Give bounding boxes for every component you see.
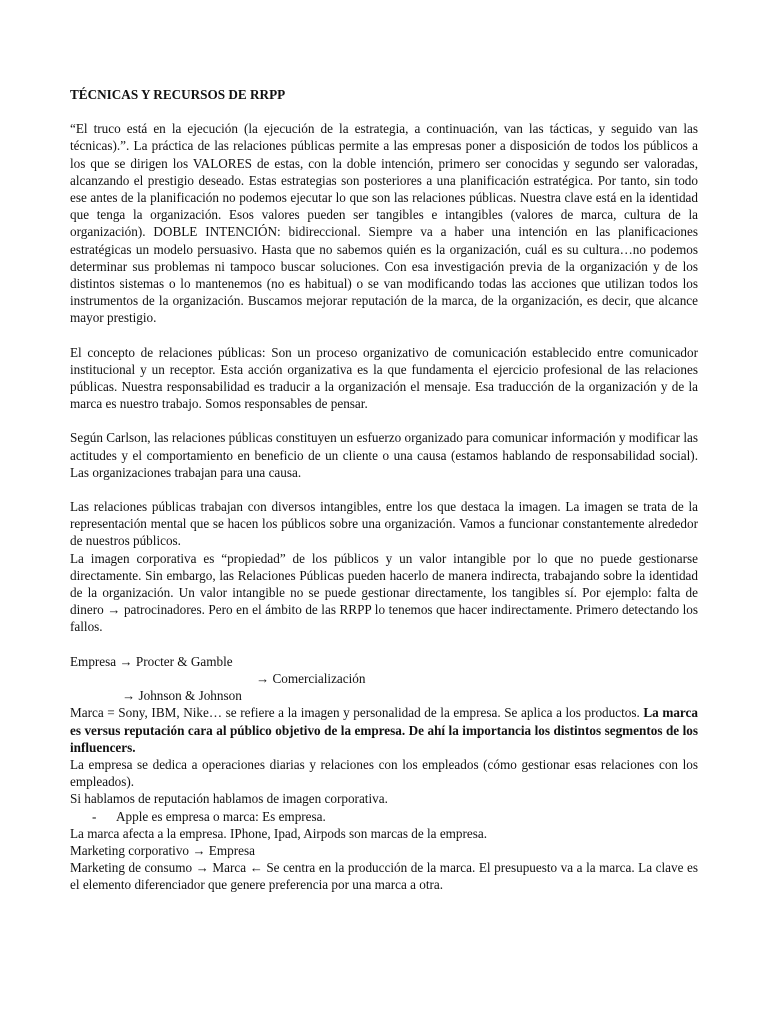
paragraph-marketing-corporativo: Marketing corporativo → Empresa (70, 842, 255, 858)
list-item-text: Apple es empresa o marca: Es empresa. (116, 808, 326, 824)
paragraph-truco: “El truco está en la ejecución (la ejecución de la estrategia, a continuación, van las tácticas, y seguido van las técnicas).”. La práctica de las relaciones públicas permite a las empresas poner a disposición de todos los públicos a los que se dirigen los VALORES de estas, con la doble intención, primero ser conocidas y segundo ser valoradas, alcanzando el prestigio deseado. Estas estrategias son posteriores a una planificación estratégica. Por tanto, sin todo ese antes de la planificación no podemos ejecutar lo que son las relaciones públicas. Nuestra clave está en la identidad que tenga la organización. Esos valores pueden ser tangibles e intangibles (valores de marca, cultura de la organización). DOBLE INTENCIÓN: bidireccional. Siempre va a haber una intención en las planificaciones estratégicas un modelo persuasivo. Hasta que no sabemos quién es la organización, cuál es su cultura…no podemos determinar sus problemas ni tampoco buscar soluciones. Con esa investigación previa de la organización y de los distintos sistemas o lo mantenemos (no es habitual) o se van modificando todas las acciones que utilizan todos los instrumentos de la organización. Buscamos mejorar reputación de la marca, de la organización, es decir, que alcance mayor prestigio. (70, 121, 698, 326)
company-diagram (70, 653, 698, 705)
paragraph-carlson: Según Carlson, las relaciones públicas constituyen un esfuerzo organizado para comunicar información y modificar las actitudes y el comportamiento en beneficio de un cliente o una causa (estamos hablando de responsabilidad social). Las organizaciones trabajan para una causa. (70, 430, 698, 480)
paragraph-reputacion: Si hablamos de reputación hablamos de imagen corporativa. (70, 791, 388, 807)
list-dash: - (92, 808, 97, 824)
paragraph-empresa-operaciones: La empresa se dedica a operaciones diarias y relaciones con los empleados (cómo gestionar esas relaciones con los empleados). (70, 756, 698, 790)
diagram-line-johnson: → Johnson & Johnson (122, 688, 242, 704)
diagram-line-comercializacion: → Comercialización (256, 670, 366, 686)
paragraph-concepto: El concepto de relaciones públicas: Son un proceso organizativo de comunicación establecido entre comunicador institucional y un receptor. Esta acción organizativa es la que fundamenta el ejercicio profesional de las relaciones públicas. Nuestra responsabilidad es traducir a la organización el mensaje. Esa traducción de la organización y de la marca es nuestro trabajo. Somos responsables de pensar. (70, 344, 698, 412)
marca-text: Marca = Sony, IBM, Nike… se refiere a la imagen y personalidad de la empresa. Se aplica a los productos. (70, 705, 644, 721)
paragraph-intangibles: Las relaciones públicas trabajan con diversos intangibles, entre los que destaca la imagen. La imagen se trata de la representación mental que se hacen los públicos sobre una organización. Vamos a funcionar constantemente alrededor de nuestros públicos. (70, 499, 698, 549)
document-title: TÉCNICAS Y RECURSOS DE RRPP (70, 87, 286, 102)
marca-bold-text: La marca es versus reputación cara al público objetivo de la empresa. De ahí la importancia los distintos segmentos de los influencers. (70, 705, 698, 755)
paragraph-marca (70, 704, 698, 756)
paragraph-marca-afecta: La marca afecta a la empresa. IPhone, Ipad, Airpods son marcas de la empresa. (70, 825, 488, 841)
paragraph-marketing-consumo: Marketing de consumo → Marca ← Se centra en la producción de la marca. El presupuesto va a la marca. La clave es el elemento diferenciador que genere preferencia por una marca a otra. (70, 860, 698, 893)
paragraph-imagen-corporativa: La imagen corporativa es “propiedad” de los públicos y un valor intangible por lo que no puede gestionarse directamente. Sin embargo, las Relaciones Públicas pueden hacerlo de manera indirecta, trabajando sobre la identidad de la organización. Un valor intangible no se puede gestionar directamente, los tangibles sí. Por ejemplo: falta de dinero → patrocinadores. Pero en el ámbito de las RRPP lo tenemos que hacer indirectamente. Primero detectando los fallos. (70, 550, 698, 635)
diagram-line-empresa: Empresa → Procter & Gamble (70, 653, 233, 669)
list-item (70, 808, 698, 825)
